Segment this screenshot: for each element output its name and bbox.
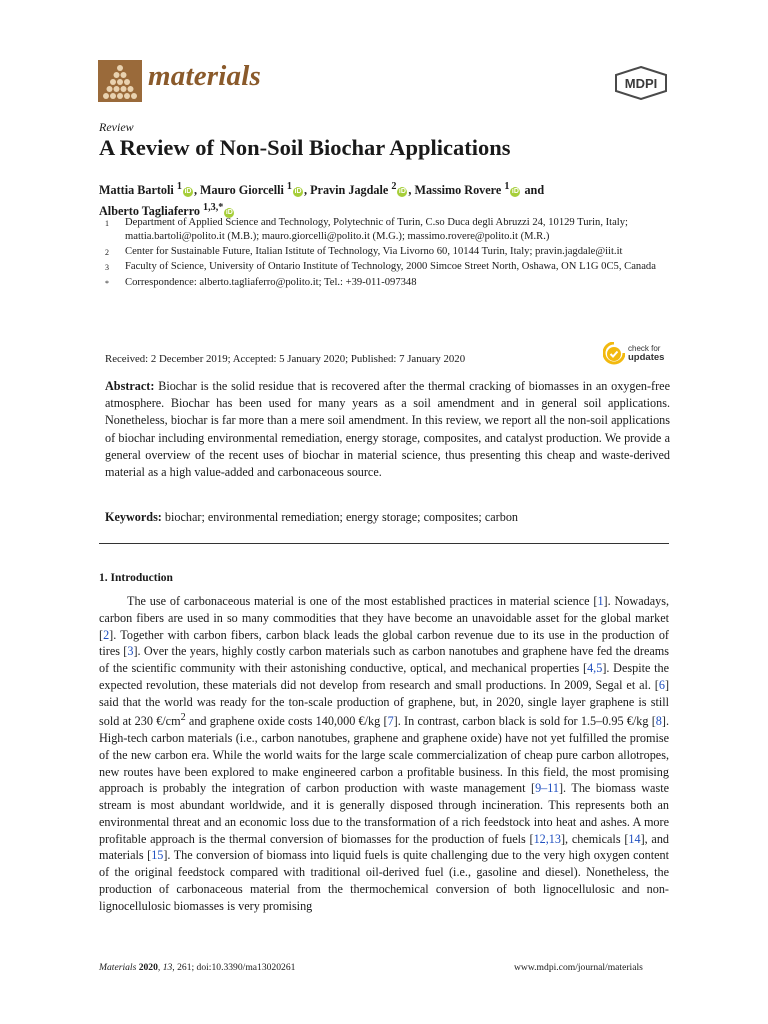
affiliation-text: Center for Sustainable Future, Italian Istitute of Technology, Via Livorno 60, 10144 Turin, Italy; pravin.jagdale@iit.it	[125, 245, 623, 257]
author-name[interactable]: Mattia Bartoli	[99, 183, 177, 198]
affiliation-number: 1	[105, 219, 109, 228]
affiliation-item	[105, 216, 665, 245]
keywords-label: Keywords:	[105, 510, 162, 524]
author-name[interactable]: , Mauro Giorcelli	[193, 183, 287, 198]
orcid-icon[interactable]: iD	[398, 188, 406, 196]
citation-link[interactable]: 6	[658, 677, 665, 692]
abstract-label: Abstract:	[105, 379, 155, 393]
citation-link[interactable]: 3	[127, 644, 134, 659]
author-name[interactable]: , Massimo Rovere	[408, 183, 505, 198]
body-text-run: ], and materials [	[99, 831, 670, 863]
affiliation-item	[105, 260, 665, 275]
article-type: Review	[99, 120, 134, 134]
footer-doi[interactable]: , 261; doi:10.3390/ma13020261	[172, 962, 296, 973]
footer-citation	[99, 962, 295, 973]
body-text-run: and graphene oxide costs 140,000 €/kg [	[185, 714, 388, 729]
citation-link[interactable]: 7	[387, 714, 394, 729]
author-list	[99, 178, 679, 220]
affiliation-sup: 1,3,	[203, 202, 219, 214]
citation-link[interactable]: 2	[103, 627, 110, 642]
body-text-run: ]. Nowadays, carbon fibers are used in so many commodities that they have become an unavoidable asset for the global market [	[99, 594, 669, 642]
body-text-run: ]. In contrast, carbon black is sold for 1.5–0.95 €/kg [	[393, 714, 656, 729]
affiliation-sup: 1	[504, 181, 510, 192]
body-text-run: ]. The conversion of biomass into liquid fuels is quite challenging due to the very high oxygen content of the original feedstock compared with traditional oil-derived fuel (i.e., gasoline and diesel). Nonetheless, the production of carbonaceous material from the thermochemical conversion of both lignocellulosic and non-lignocellulosic biomasses is very promising	[99, 848, 669, 913]
affiliation-number: 3	[105, 263, 109, 273]
orcid-icon[interactable]: iD	[184, 188, 192, 196]
orcid-icon[interactable]: iD	[511, 188, 519, 196]
body-text-run: ]. The biomass waste stream is most abundant worldwide, and it is generally disposed through incineration. This represents both an environmental threat and an economic loss due to the transformation of a rich feedstock into heat and ashes. A more profitable approach is the thermal conversion of biomasses for the production of fuels [	[99, 781, 670, 846]
citation-link[interactable]: 1	[597, 594, 604, 608]
check-for-updates-line2: updates	[628, 352, 665, 363]
abstract	[105, 378, 670, 481]
citation-link[interactable]: 15	[151, 848, 164, 863]
section-heading: 1. Introduction	[99, 572, 173, 584]
check-for-updates-line1: check for	[628, 344, 661, 353]
body-text-run: ] said that the world was ready for the ton-scale production of graphene, but, in 2020, single layer graphene is still sold at 230 €/cm	[99, 677, 669, 729]
check-for-updates-badge[interactable]	[628, 344, 664, 362]
citation-link[interactable]: 12,13	[533, 831, 561, 846]
citation-link[interactable]: 9–11	[535, 781, 559, 796]
affiliation-item	[105, 245, 665, 260]
affiliation-number: 2	[105, 247, 109, 257]
body-text-run: ]. High-tech carbon materials (i.e., carbon nanotubes, graphene and graphene oxide) have not yet fulfilled the promise of the new carbon era. While the world waits for the large scale commercialization of cheap pure carbon allotropes, new routes have been explored to make engineered carbon a profitable business. In this field, the most promising approach is probably the integration of carbon production with waste management [	[99, 714, 669, 796]
orcid-icon[interactable]: iD	[294, 188, 302, 196]
footer-year: 2020	[136, 962, 158, 973]
check-for-updates-icon[interactable]	[603, 342, 625, 366]
affiliations	[105, 216, 665, 291]
page-title: A Review of Non-Soil Biochar Applications	[99, 135, 511, 160]
author-name[interactable]: , Pravin Jagdale	[304, 183, 392, 198]
affiliation-sup: 1	[286, 181, 292, 192]
body-paragraph	[99, 593, 669, 914]
journal-name: materials	[148, 60, 261, 92]
affiliation-number: *	[105, 278, 109, 288]
author-name[interactable]: Alberto Tagliaferro	[99, 204, 204, 219]
footer-journal: Materials	[99, 962, 137, 973]
abstract-text: Biochar is the solid residue that is recovered after the thermal cracking of biomasses in an oxygen-free atmosphere. Biochar has been used for many years as a soil amendment and in general soil applications. Nonetheless, biochar is far more than a mere soil amendment. In this review, we report all the non-soil applications of biochar including environmental remediation, energy storage, composites, and catalyst production. We provide a general overview of the recent uses of biochar in material science, thus presenting this cheap and waste-derived material as a high value-added and carbonaceous source.	[105, 379, 670, 480]
affiliation-text: Department of Applied Science and Technology, Polytechnic of Turin, C.so Duca degli Abruzzi 24, 10129 Turin, Italy; mattia.bartoli@polito.it (M.B.); mauro.giorcelli@polito.it (M.G.); massimo.rovere@polito.it (M.R.)	[125, 217, 628, 243]
footer-volume: , 13	[157, 962, 173, 973]
keywords-text: biochar; environmental remediation; energy storage; composites; carbon	[161, 510, 519, 524]
citation-link[interactable]: 8	[655, 714, 662, 729]
body-text-run: ]. Over the years, highly costly carbon materials such as carbon nanotubes and graphene have fed the dreams of the scientific community with their astonishing conductive, optical, and mechanical properties [	[99, 644, 669, 675]
footer-url[interactable]: www.mdpi.com/journal/materials	[514, 962, 643, 973]
affiliation-item	[105, 276, 665, 291]
publication-dates: Received: 2 December 2019; Accepted: 5 January 2020; Published: 7 January 2020	[105, 353, 466, 365]
citation-link[interactable]: 4,5	[587, 661, 603, 675]
body-text-run: ], chemicals [	[560, 831, 629, 846]
body-text-run: ]. Despite the expected revolution, these materials did not develop from research and small productions. In 2009, Segal et al. [	[99, 661, 669, 692]
orcid-icon[interactable]: iD	[225, 209, 233, 217]
citation-link[interactable]: 14	[628, 831, 641, 846]
keywords	[105, 510, 670, 525]
mdpi-logo-text: MDPI	[624, 76, 658, 91]
mdpi-logo	[613, 66, 669, 100]
affiliation-sup: 2	[391, 181, 397, 192]
section-divider	[99, 543, 669, 544]
affiliation-sup: 1	[176, 181, 182, 192]
superscript: 2	[180, 712, 186, 724]
author-conjunction: and	[521, 183, 545, 198]
body-text-run: ]. Together with carbon fibers, carbon black leads the global carbon revenue due to its use in the production of tires [	[99, 627, 669, 659]
affiliation-text: Faculty of Science, University of Ontario Institute of Technology, 2000 Simcoe Street North, Oshawa, ON L1G 0C5, Canada	[125, 261, 656, 273]
body-text-run: The use of carbonaceous material is one of the most established practices in material science [	[127, 594, 598, 608]
materials-logo-icon	[98, 60, 142, 102]
corresponding-mark: *	[218, 202, 224, 214]
correspondence-text: Correspondence: alberto.tagliaferro@polito.it; Tel.: +39-011-097348	[125, 276, 417, 288]
